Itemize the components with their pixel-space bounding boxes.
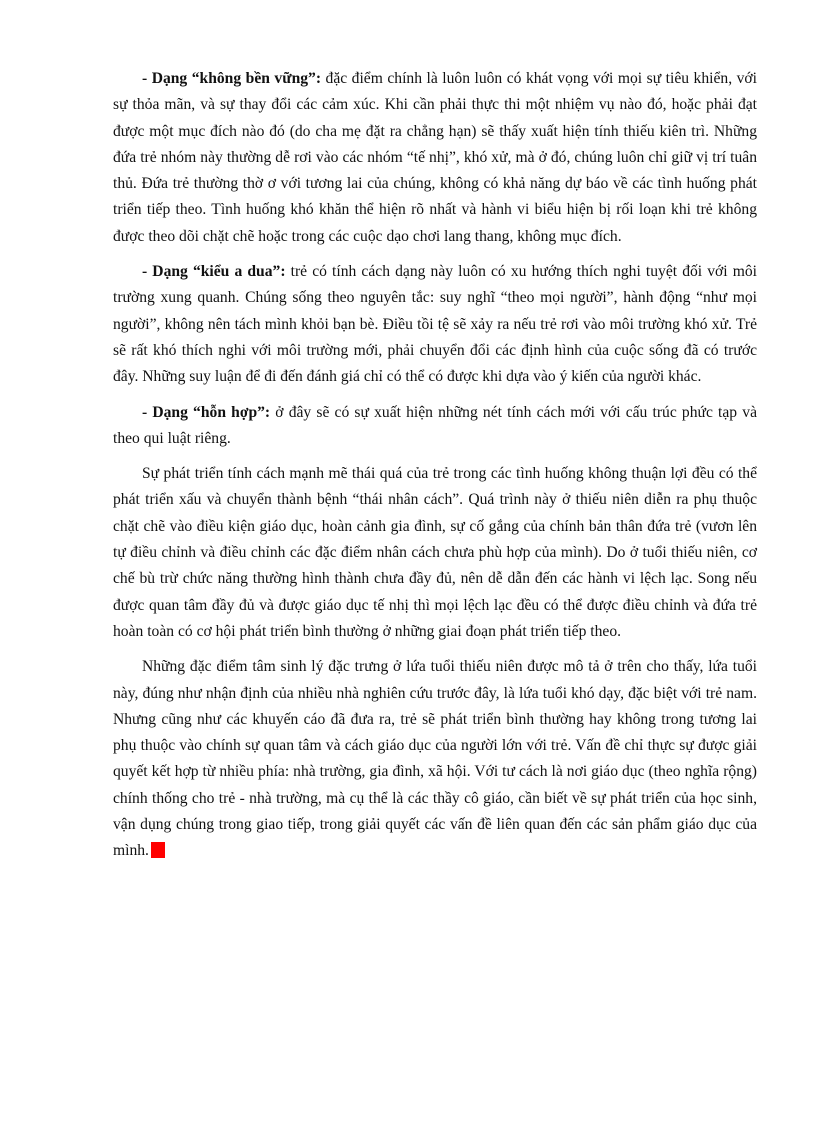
paragraph-type-mixed	[113, 400, 757, 453]
paragraph-personality-development	[113, 461, 757, 645]
end-of-text-marker	[151, 842, 165, 858]
paragraph-type-conformist	[113, 259, 757, 390]
paragraph-lead: - Dạng “kiểu a dua”:	[142, 263, 286, 281]
paragraph-conclusion	[113, 654, 757, 864]
paragraph-body: Sự phát triển tính cách mạnh mẽ thái quá của trẻ trong các tình huống không thuận lợi đều có thể phát triển xấu và chuyển thành bệnh “thái nhân cách”. Quá trình này ở thiếu niên diễn ra phụ thuộc chặt chẽ vào điều kiện giáo dục, hoàn cảnh gia đình, sự cố gắng của chính bản thân đứa trẻ (vươn lên tự điều chỉnh và điều chỉnh các đặc điểm nhân cách chưa phù hợp của mình). Do ở tuổi thiếu niên, cơ chế bù trừ chức năng thường hình thành chưa đầy đủ, nên dễ dẫn đến các hành vi lệch lạc. Song nếu được quan tâm đầy đủ và được giáo dục tế nhị thì mọi lệch lạc đều có thể được điều chỉnh và đứa trẻ hoàn toàn có cơ hội phát triển bình thường ở những giai đoạn phát triển tiếp theo.	[113, 465, 757, 640]
paragraph-body: trẻ có tính cách dạng này luôn có xu hướng thích nghi tuyệt đối với môi trường xung quanh. Chúng sống theo nguyên tắc: suy nghĩ “theo mọi người”, hành động “như mọi người”, không nên tách mình khỏi bạn bè. Điều tồi tệ sẽ xảy ra nếu trẻ rơi vào môi trường khó xử. Trẻ sẽ rất khó thích nghi với môi trường mới, phải chuyển đổi các định hình của cuộc sống đã có trước đây. Những suy luận để đi đến đánh giá chỉ có thể có được khi dựa vào ý kiến của người khác.	[113, 263, 758, 386]
paragraph-lead: - Dạng “hỗn hợp”:	[142, 403, 271, 421]
paragraph-body: đặc điểm chính là luôn luôn có khát vọng với mọi sự tiêu khiển, với sự thỏa mãn, và sự thay đổi các cảm xúc. Khi cần phải thực thi một nhiệm vụ nào đó, hoặc phải đạt được một mục đích nào đó (do cha mẹ đặt ra chẳng hạn) sẽ thấy xuất hiện tính thiếu kiên trì. Những đứa trẻ nhóm này thường dễ rơi vào các nhóm “tế nhị”, khó xử, mà ở đó, chúng luôn chỉ giữ vị trí tuân thủ. Đứa trẻ thường thờ ơ với tương lai của chúng, không có khả năng dự báo về các tình huống phát triển tiếp theo. Tình huống khó khăn thể hiện rõ nhất và hành vi biểu hiện bị rối loạn khi trẻ không được theo dõi chặt chẽ hoặc trong các cuộc dạo chơi lang thang, không mục đích.	[113, 70, 757, 245]
paragraph-lead: - Dạng “không bền vững”:	[142, 70, 322, 87]
paragraph-body: Những đặc điểm tâm sinh lý đặc trưng ở lứa tuổi thiếu niên được mô tả ở trên cho thấy, lứa tuổi này, đúng như nhận định của nhiều nhà nghiên cứu trước đây, là lứa tuổi khó dạy, đặc biệt với trẻ nam. Nhưng cũng như các khuyến cáo đã đưa ra, trẻ sẽ phát triển bình thường hay không trong tương lai phụ thuộc vào chính sự quan tâm và cách giáo dục của người lớn với trẻ. Vấn đề chỉ thực sự được giải quyết kết hợp từ nhiều phía: nhà trường, gia đình, xã hội. Với tư cách là nơi giáo dục (theo nghĩa rộng) chính thống cho trẻ - nhà trường, mà cụ thể là các thầy cô giáo, cần biết về sự phát triển của học sinh, vận dụng chúng trong giao tiếp, trong giải quyết các vấn đề liên quan đến các sản phẩm giáo dục của mình.	[113, 658, 757, 860]
document-page	[113, 66, 757, 874]
paragraph-type-unstable	[113, 66, 757, 250]
paragraph-body: ở đây sẽ có sự xuất hiện những nét tính cách mới với cấu trúc phức tạp và theo qui luật riêng.	[113, 403, 757, 447]
